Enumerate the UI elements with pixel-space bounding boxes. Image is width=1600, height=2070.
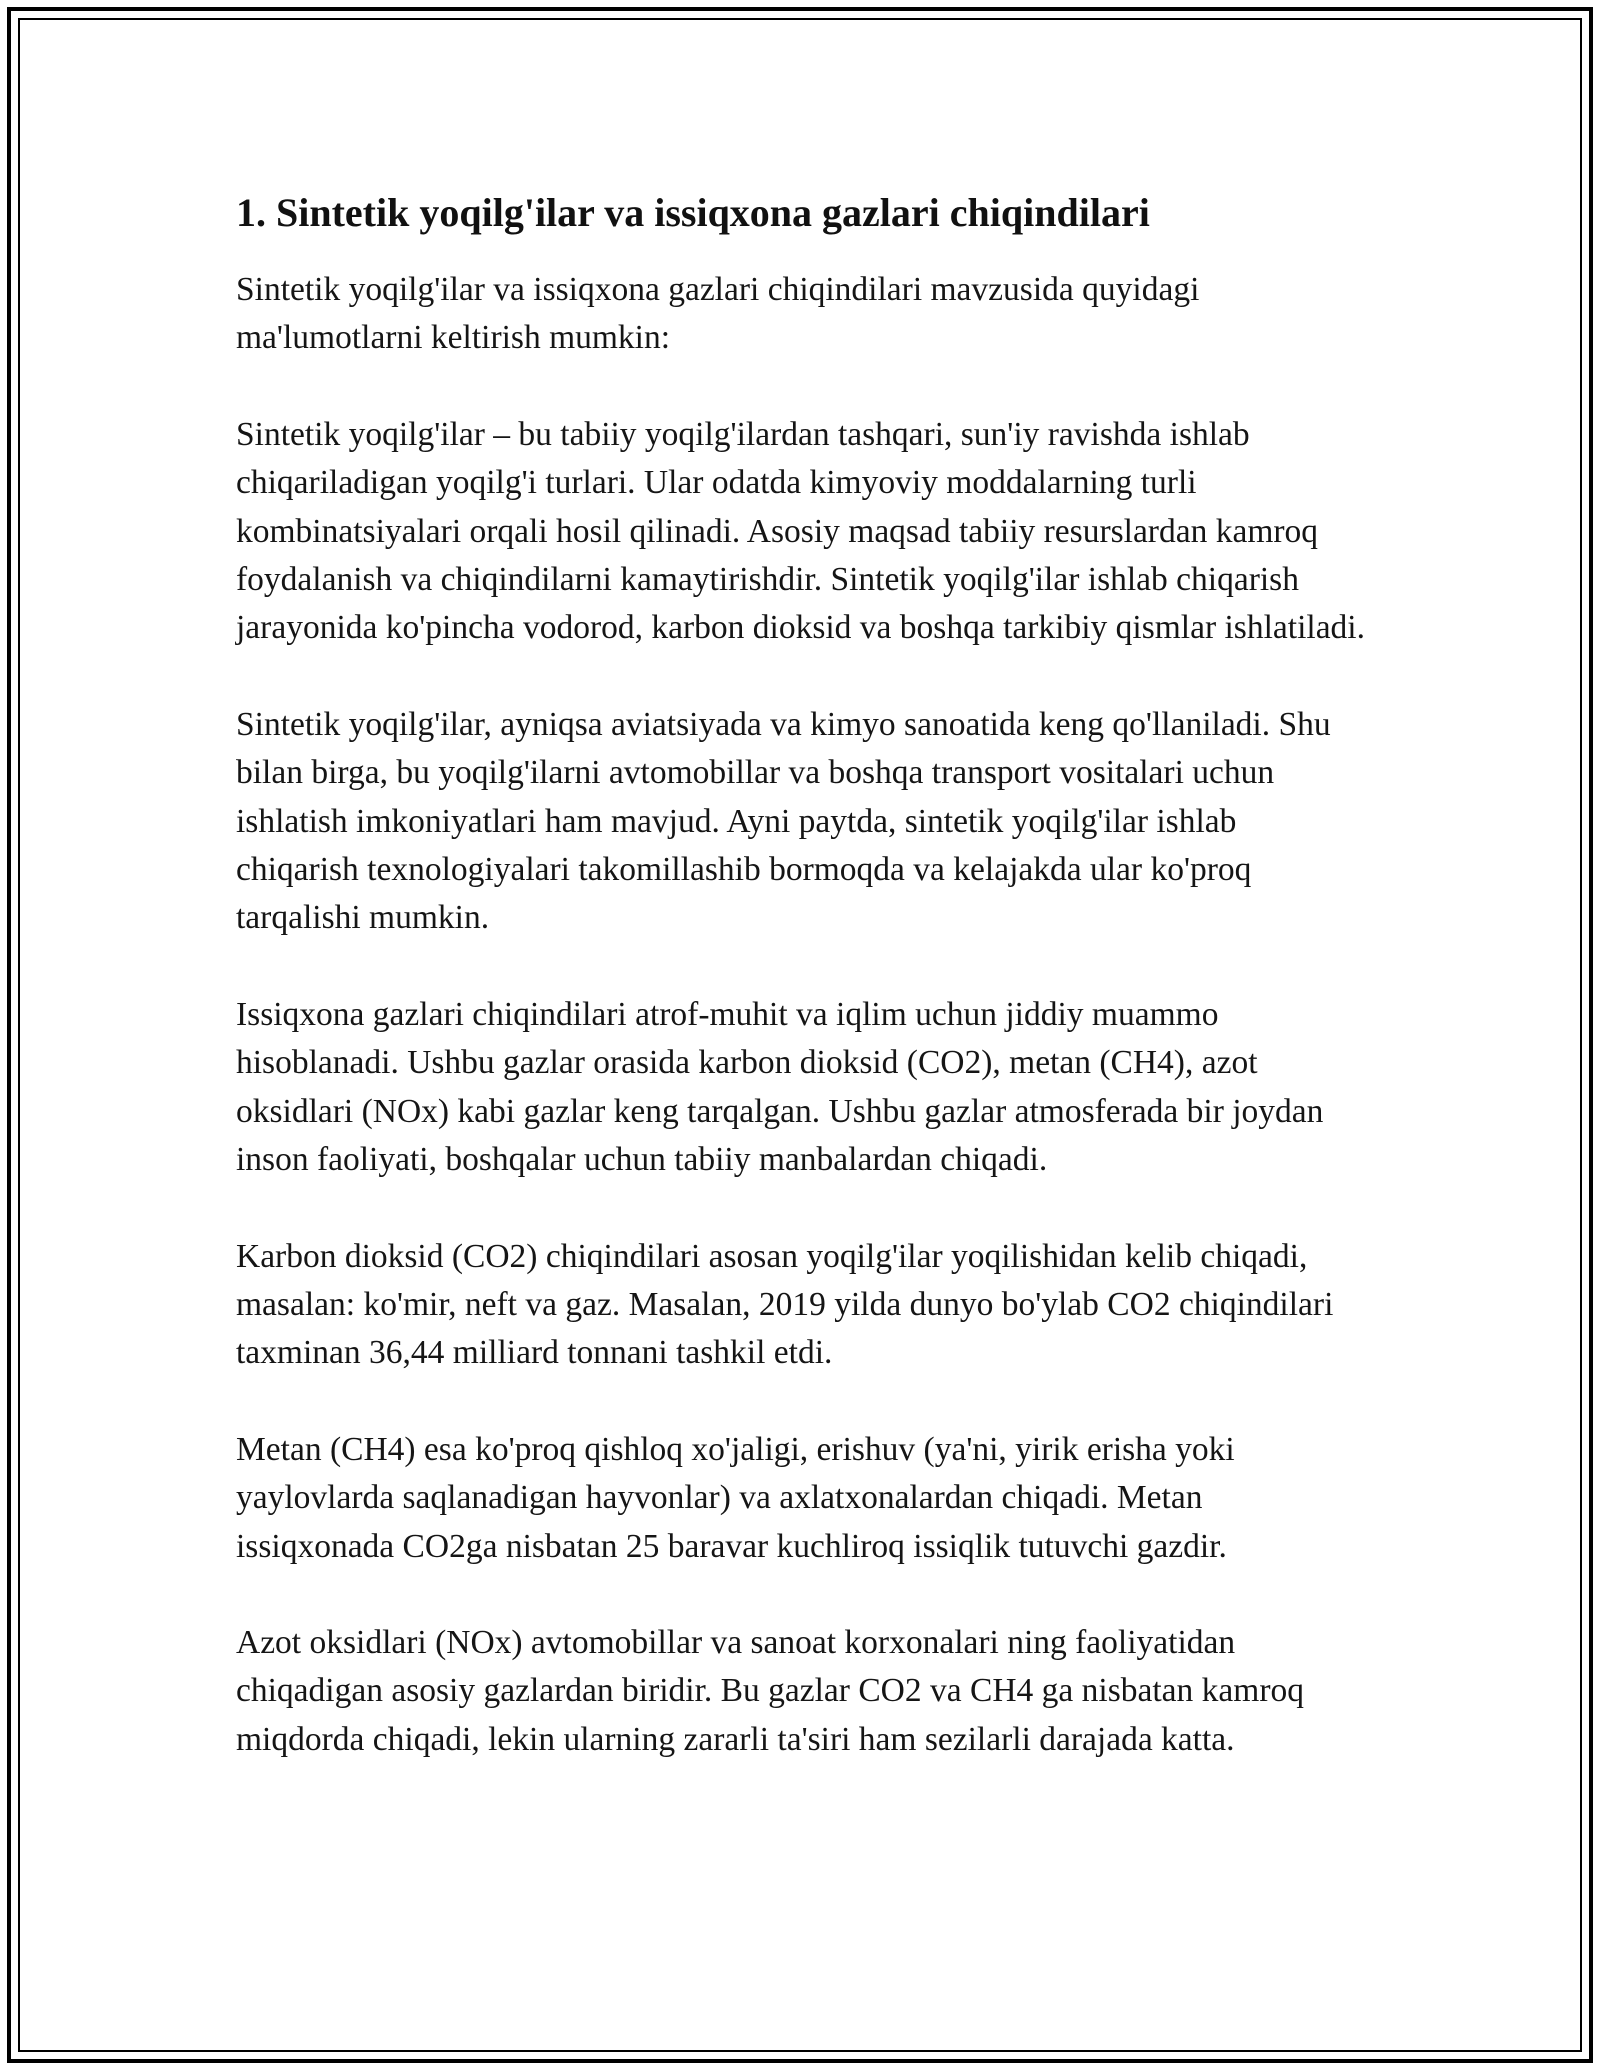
paragraph-co2: Karbon dioksid (CO2) chiqindilari asosan yoqilg'ilar yoqilishidan kelib chiqadi, masalan: ko'mir, neft va gaz. Masalan, 2019 yilda dunyo bo'ylab CO2 chiqindilari taxminan 36,44 milliard tonnani tashkil etdi. bbox=[236, 1237, 1334, 1372]
paragraph-synthetic-fuels-usage: Sintetik yoqilg'ilar, ayniqsa aviatsiyada va kimyo sanoatida keng qo'llaniladi. Shu bilan birga, bu yoqilg'ilarni avtomobillar va boshqa transport vositalari uchun ishlatish imkoniyatlari ham mavjud. Ayni paytda, sintetik yoqilg'ilar ishlab chiqarish texnologiyalari takomillashib bormoqda va kelajakda ular ko'proq tarqalishi mumkin. bbox=[236, 705, 1331, 937]
paragraph-methane: Metan (CH4) esa ko'proq qishloq xo'jaligi, erishuv (ya'ni, yirik erisha yoki yaylovlarda saqlanadigan hayvonlar) va axlatxonalardan chiqadi. Metan issiqxonada CO2ga nisbatan 25 baravar kuchliroq issiqlik tutuvchi gazdir. bbox=[236, 1430, 1235, 1565]
section-heading: 1. Sintetik yoqilg'ilar va issiqxona gazlari chiqindilari bbox=[236, 190, 1150, 235]
paragraph-intro: Sintetik yoqilg'ilar va issiqxona gazlari chiqindilari mavzusida quyidagi ma'lumotlarni keltirish mumkin: bbox=[236, 271, 1200, 357]
paragraph-synthetic-fuels-definition: Sintetik yoqilg'ilar – bu tabiiy yoqilg'ilardan tashqari, sun'iy ravishda ishlab chiqariladigan yoqilg'i turlari. Ular odatda kimyoviy moddalarning turli kombinatsiyalari orqali hosil qilinadi. Asosiy maqsad tabiiy resurslardan kamroq foydalanish va chiqindilarni kamaytirishdir. Sintetik yoqilg'ilar ishlab chiqarish jarayonida ko'pincha vodorod, karbon dioksid va boshqa tarkibiy qismlar ishlatiladi. bbox=[236, 415, 1365, 647]
paragraph-nox: Azot oksidlari (NOx) avtomobillar va sanoat korxonalari ning faoliyatidan chiqadigan asosiy gazlardan biridir. Bu gazlar CO2 va CH4 ga nisbatan kamroq miqdorda chiqadi, lekin ularning zararli ta'siri ham sezilarli darajada katta. bbox=[236, 1623, 1304, 1758]
paragraph-greenhouse-gases: Issiqxona gazlari chiqindilari atrof-muhit va iqlim uchun jiddiy muammo hisoblanadi. Ushbu gazlar orasida karbon dioksid (CO2), metan (CH4), azot oksidlari (NOx) kabi gazlar keng tarqalgan. Ushbu gazlar atmosferada bir joydan inson faoliyati, boshqalar uchun tabiiy manbalardan chiqadi. bbox=[236, 995, 1324, 1179]
document-body bbox=[236, 186, 1366, 1764]
